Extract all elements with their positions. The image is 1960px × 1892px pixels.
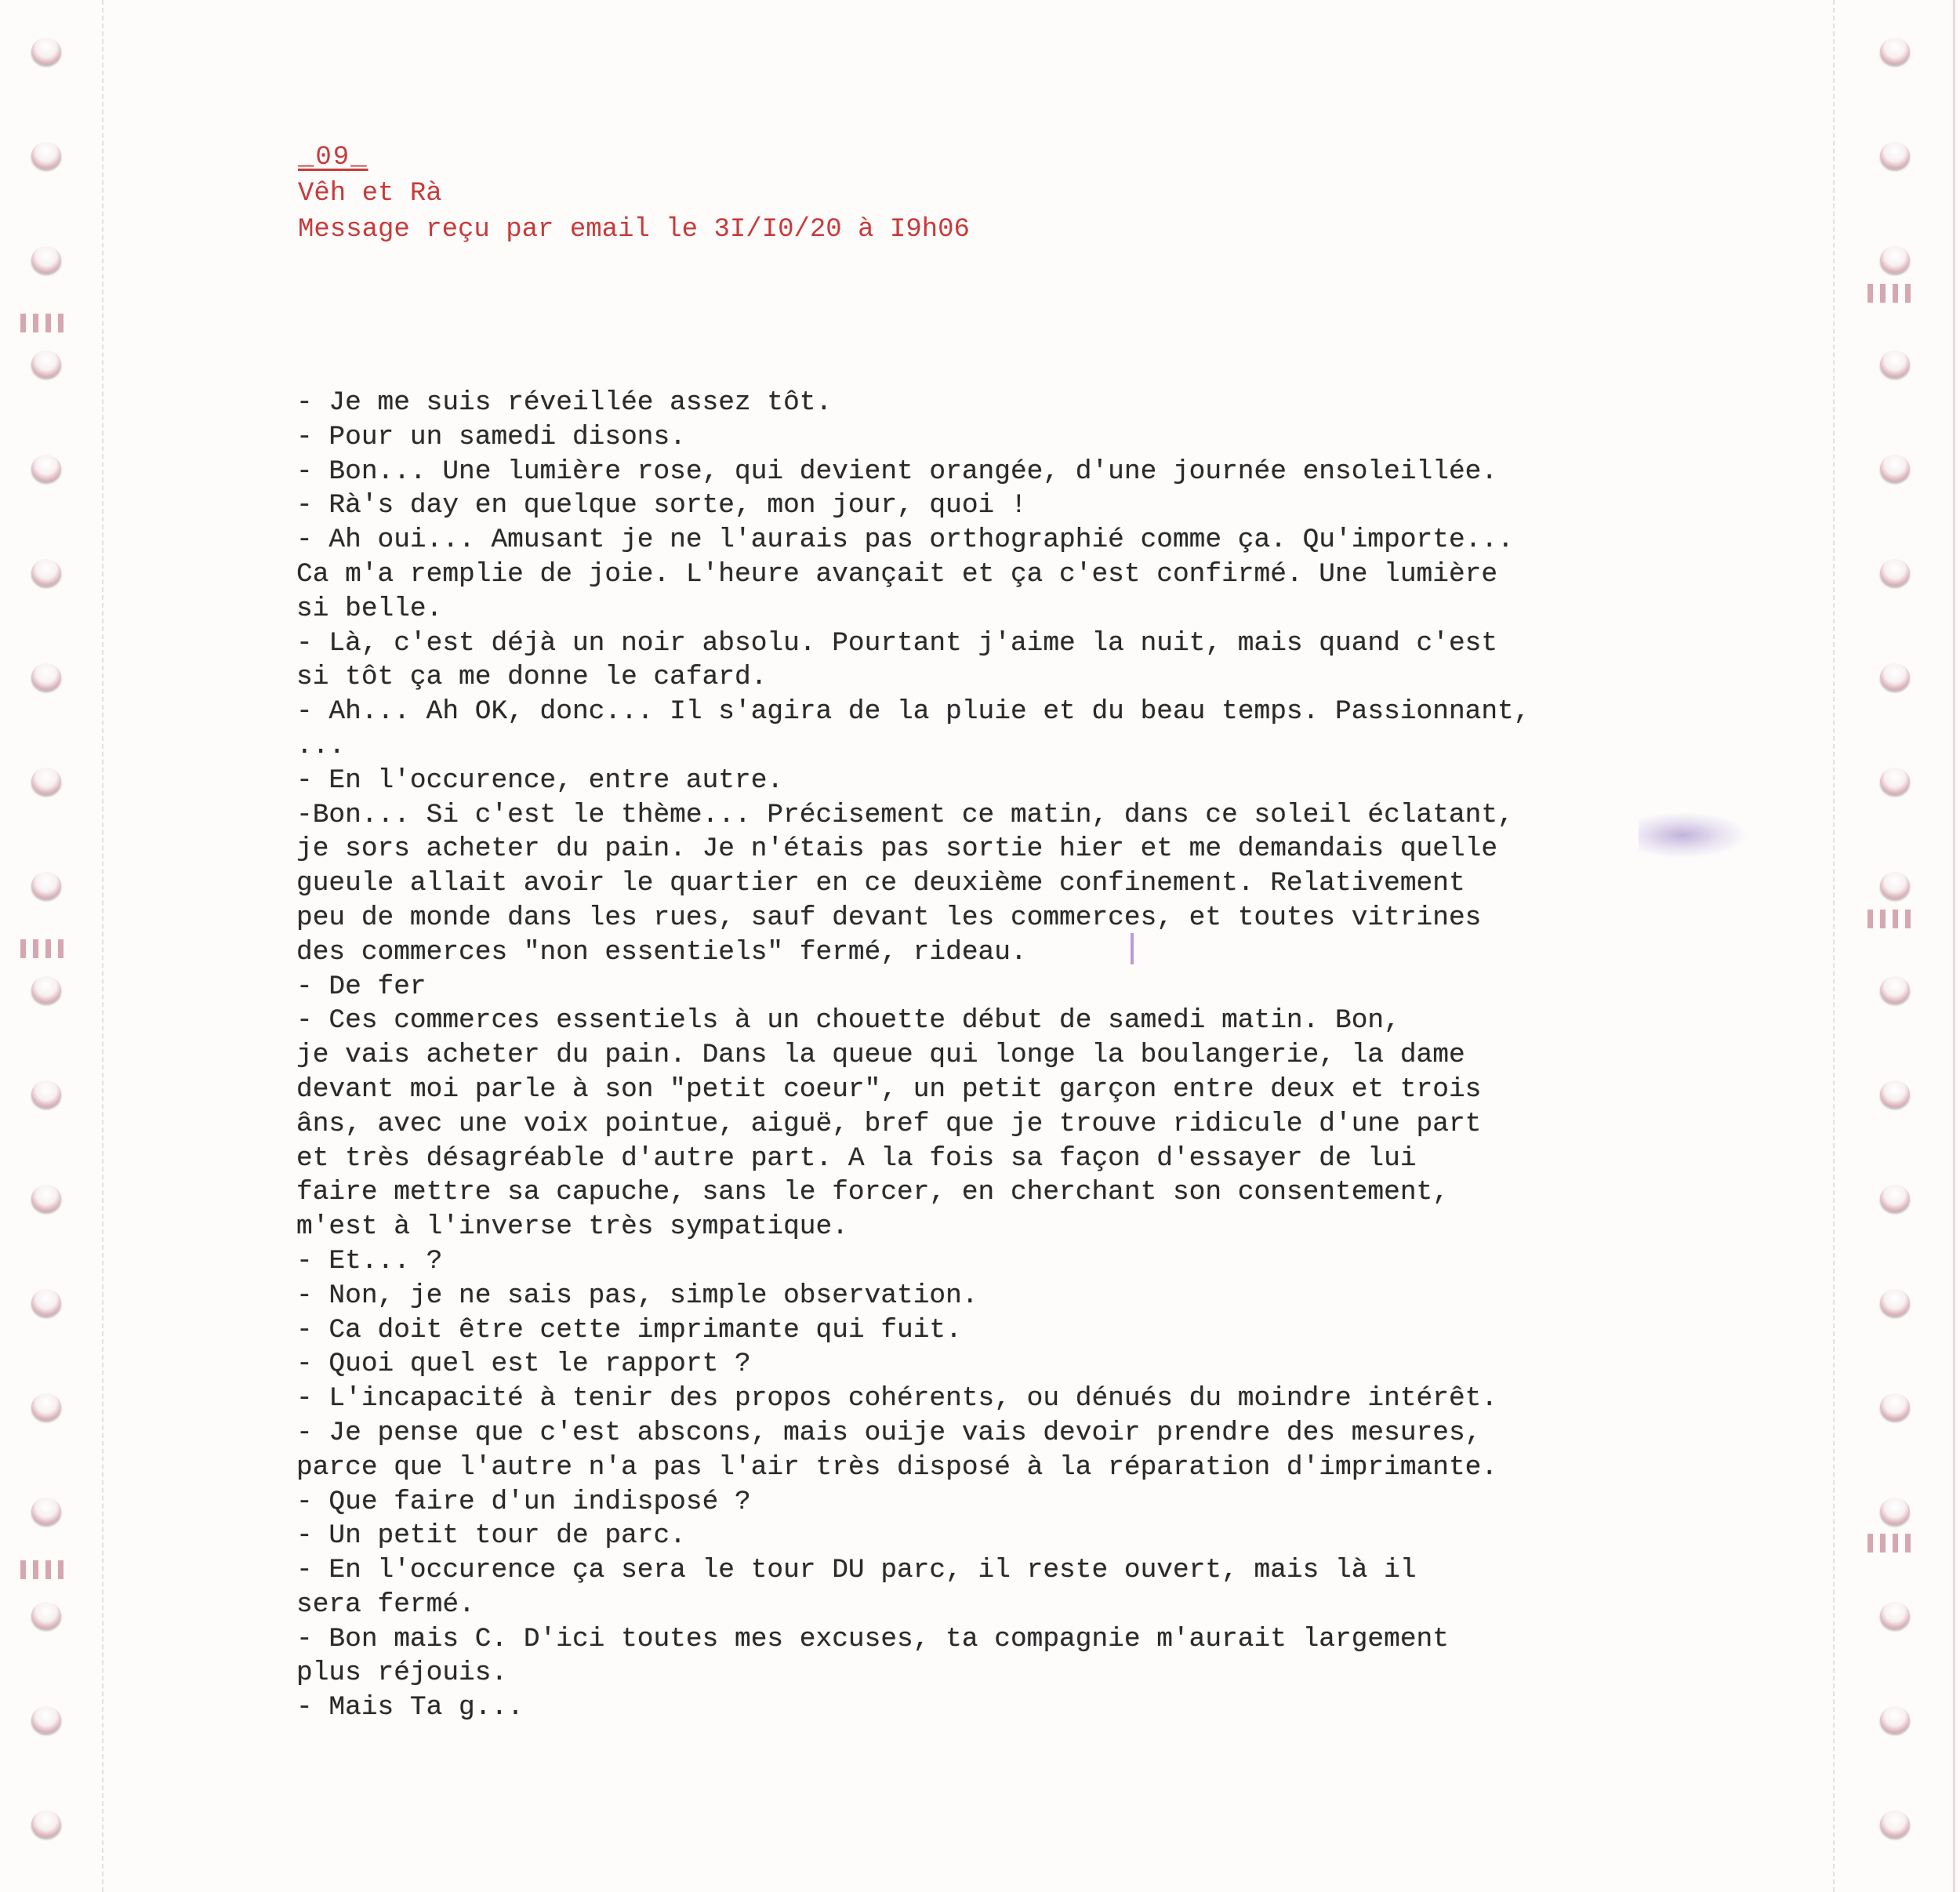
text-line: - Que faire d'un indisposé ? (296, 1486, 751, 1517)
text-line: ... (296, 730, 346, 761)
perforation-hole (31, 1393, 61, 1420)
perforation-hole (31, 350, 61, 377)
text-line: - Là, c'est déjà un noir absolu. Pourtant j'aime la nuit, mais quand c'est (296, 627, 1498, 659)
perforation-hole (1880, 1602, 1910, 1629)
text-line: des commerces "non essentiels" fermé, rideau. (296, 936, 1027, 968)
perforation-hole (31, 1706, 61, 1733)
left-perforation-strip (0, 0, 103, 1892)
perforation-hole (31, 872, 61, 899)
perforation-hole (1880, 246, 1910, 273)
ink-smudge (1639, 812, 1748, 859)
text-line: sera fermé. (296, 1589, 475, 1620)
perforation-hole (1880, 1289, 1910, 1316)
text-line: gueule allait avoir le quartier en ce deuxième confinement. Relativement (296, 868, 1465, 899)
perforation-hole (31, 455, 61, 481)
perforation-hole (31, 663, 61, 690)
perforation-hole (1880, 455, 1910, 481)
text-line: - Bon... Une lumière rose, qui devient orangée, d'une journée ensoleillée. (296, 456, 1498, 487)
text-line: âns, avec une voix pointue, aiguë, bref que je trouve ridicule d'une part (296, 1108, 1482, 1139)
perforation-hole (1880, 350, 1910, 377)
text-line: - Bon mais C. D'ici toutes mes excuses, ta compagnie m'aurait largement (296, 1623, 1449, 1654)
text-line: - Quoi quel est le rapport ? (296, 1349, 751, 1380)
page-number: _09_ (298, 143, 368, 172)
perforation-hole (31, 1185, 61, 1211)
perforation-hole (1880, 559, 1910, 586)
perforation-hole (1880, 1706, 1910, 1733)
text-line: - Ca doit être cette imprimante qui fuit. (296, 1314, 962, 1345)
text-line: si tôt ça me donne le cafard. (296, 662, 768, 693)
perforation-hole (31, 1498, 61, 1524)
text-line: - Je me suis réveillée assez tôt. (296, 387, 833, 418)
perforation-hole (1880, 663, 1910, 690)
perforation-hole (31, 559, 61, 586)
document-header (298, 140, 970, 248)
text-line: - Mais Ta g... (296, 1692, 524, 1723)
text-line: - Je pense que c'est abscons, mais ouije vais devoir prendre des mesures, (296, 1417, 1482, 1448)
text-line: - En l'occurence, entre autre. (296, 764, 784, 796)
text-line: - De fer (296, 971, 426, 1002)
text-line: - Pour un samedi disons. (296, 421, 686, 452)
paper-edge (1953, 0, 1955, 1892)
perforation-hole (31, 1810, 61, 1837)
page-tick-mark (20, 939, 71, 958)
text-line: si belle. (296, 593, 443, 624)
perforation-hole (1880, 768, 1910, 794)
perforation-hole (31, 1602, 61, 1629)
message-subtitle: Message reçu par email le 3I/I0/20 à I9h06 (298, 215, 970, 245)
page-tick-mark (1867, 284, 1918, 303)
text-line: peu de monde dans les rues, sauf devant les commerces, et toutes vitrines (296, 902, 1482, 933)
perforation-hole (31, 142, 61, 169)
perforation-hole (1880, 1810, 1910, 1837)
perforation-hole (1880, 1393, 1910, 1420)
text-line: m'est à l'inverse très sympatique. (296, 1211, 848, 1243)
perforation-hole (31, 246, 61, 273)
text-line: - Ah... Ah OK, donc... Il s'agira de la pluie et du beau temps. Passionnant, (296, 696, 1530, 728)
text-line: - Ah oui... Amusant je ne l'aurais pas orthographié comme ça. Qu'importe... (296, 525, 1514, 556)
right-perforation-strip (1833, 0, 1960, 1892)
text-line: faire mettre sa capuche, sans le forcer, en cherchant son consentement, (296, 1177, 1449, 1208)
text-line: je sors acheter du pain. Je n'étais pas sortie hier et me demandais quelle (296, 833, 1498, 865)
text-line: Ca m'a remplie de joie. L'heure avançait et ça c'est confirmé. Une lumière (296, 558, 1498, 590)
perforation-hole (1880, 976, 1910, 1003)
text-line: et très désagréable d'autre part. A la fois sa façon d'essayer de lui (296, 1142, 1417, 1174)
perforation-hole (1880, 1498, 1910, 1524)
page-tick-mark (20, 314, 71, 332)
page-tick-mark (1867, 1534, 1918, 1552)
perforation-hole (1880, 38, 1910, 64)
text-line: - L'incapacité à tenir des propos cohérents, ou dénués du moindre intérêt. (296, 1383, 1498, 1414)
page-tick-mark (1867, 910, 1918, 928)
page-tick-mark (20, 1560, 71, 1579)
text-line: plus réjouis. (296, 1658, 508, 1689)
perforation-hole (31, 38, 61, 64)
perforation-hole (31, 768, 61, 794)
typed-dialogue (296, 386, 1629, 1725)
text-line: - Rà's day en quelque sorte, mon jour, quoi ! (296, 490, 1027, 521)
perforation-hole (31, 1080, 61, 1107)
text-line: je vais acheter du pain. Dans la queue qui longe la boulangerie, la dame (296, 1040, 1465, 1071)
text-line: - En l'occurence ça sera le tour DU parc, il reste ouvert, mais là il (296, 1555, 1417, 1586)
perforation-hole (1880, 1080, 1910, 1107)
document-title: Vêh et Rà (298, 179, 442, 209)
perforation-hole (1880, 872, 1910, 899)
ink-mark (1131, 933, 1134, 964)
perforation-hole (1880, 1185, 1910, 1211)
text-line: parce que l'autre n'a pas l'air très disposé à la réparation d'imprimante. (296, 1451, 1498, 1483)
text-line: -Bon... Si c'est le thème... Précisement ce matin, dans ce soleil éclatant, (296, 799, 1514, 830)
perforation-hole (31, 976, 61, 1003)
perforation-hole (1880, 142, 1910, 169)
perforation-hole (31, 1289, 61, 1316)
text-line: devant moi parle à son "petit coeur", un petit garçon entre deux et trois (296, 1073, 1482, 1105)
text-line: - Non, je ne sais pas, simple observation. (296, 1280, 978, 1311)
text-line: - Ces commerces essentiels à un chouette début de samedi matin. Bon, (296, 1005, 1400, 1037)
text-line: - Un petit tour de parc. (296, 1520, 686, 1552)
text-line: - Et... ? (296, 1245, 443, 1276)
